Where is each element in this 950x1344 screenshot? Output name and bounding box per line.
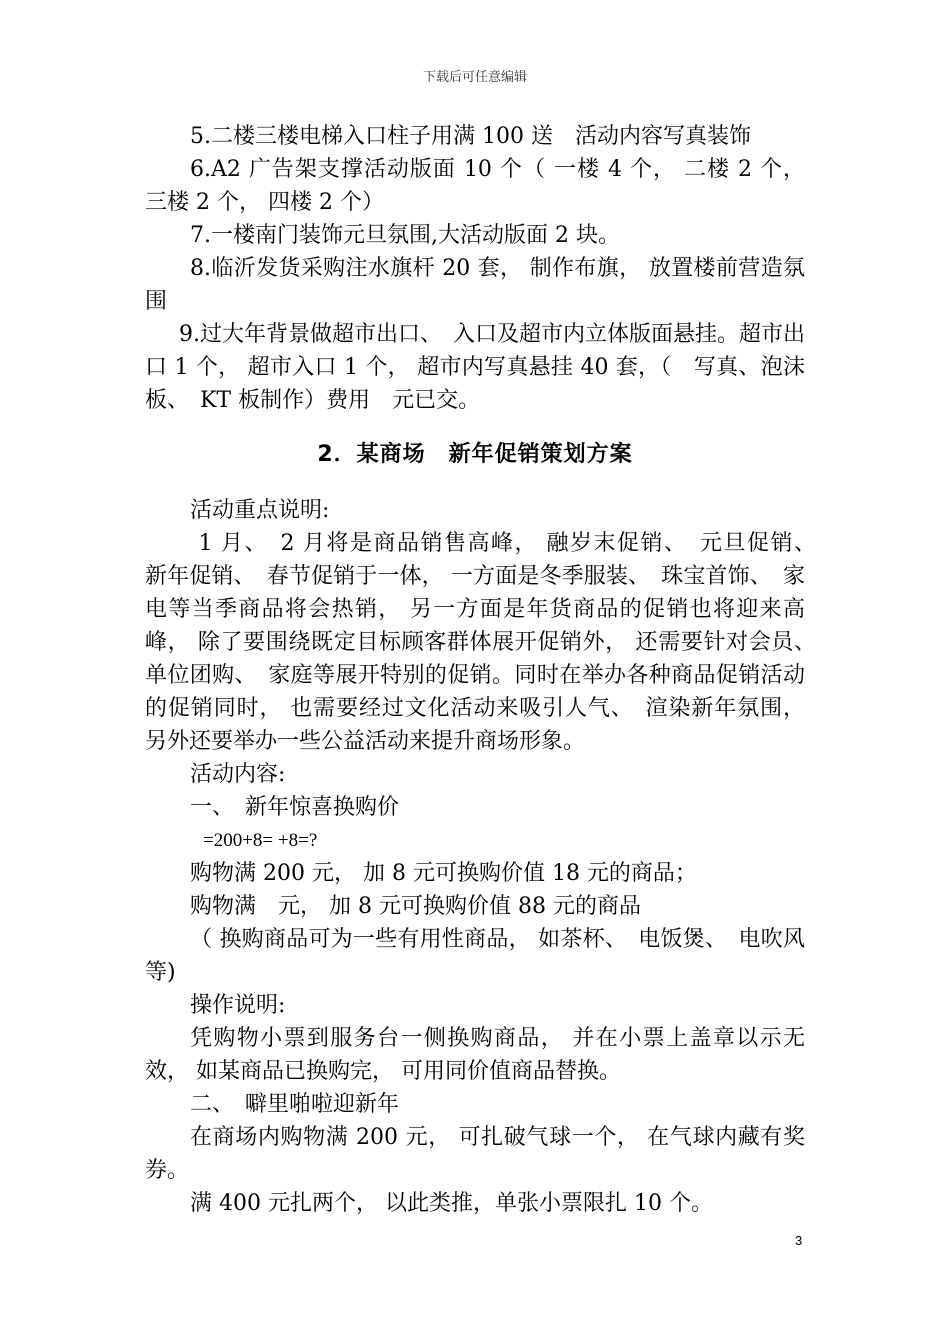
document-body [145, 120, 828, 1220]
list-item: 9.过大年背景做超市出口、 入口及超市内立体版面悬挂。超市出口 1 个， 超市入口 1 个， 超市内写真悬挂 40 套，（ 写真、泡沫板、 KT 板制作）费用 元已交。 [145, 322, 805, 413]
operation-paragraph: 凭购物小票到服务台一侧换购商品， 并在小票上盖章以示无效， 如某商品已换购完， 可用同价值商品替换。 [145, 1026, 805, 1084]
focus-paragraph: 1 月、 2 月将是商品销售高峰， 融岁末促销、 元旦促销、 新年促销、 春节促销于一体， 一方面是冬季服装、 珠宝首饰、 家电等当季商品将会热销， 另一方面是年货商品的促销也将迎来高峰， 除了要围绕既定目标顾客群体展开促销外， 还需要针对会员、 单位团购、 家庭等展开特别的促销。同时在举办各种商品促销活动的促销同时， 也需要经过文化活动来吸引人气、 渲染新年氛围， 另外还要举办一些公益活动来提升商场形象。 [145, 531, 828, 754]
page-number: 3 [795, 1233, 803, 1248]
operation-label: 操作说明: [190, 993, 286, 1018]
note-paragraph: （ 换购商品可为一些有用性商品， 如茶杯、 电饭煲、 电吹风等) [145, 927, 805, 985]
focus-label: 活动重点说明: [190, 498, 330, 523]
formula: =200+8= +8=? [203, 830, 318, 851]
section-title: 2．某商场 新年促销策划方案 [317, 442, 633, 467]
part2-heading: 二、 噼里啪啦迎新年 [190, 1092, 400, 1117]
page-header: 下载后可任意编辑 [422, 70, 527, 85]
list-item: 6.A2 广告架支撑活动版面 10 个（ 一楼 4 个， 二楼 2 个， 三楼 2 个， 四楼 2 个） [145, 157, 812, 215]
list-item: 5.二楼三楼电梯入口柱子用满 100 送 活动内容写真装饰 [190, 124, 751, 149]
part2-rule: 满 400 元扎两个， 以此类推，单张小票限扎 10 个。 [190, 1191, 713, 1216]
rule-1: 购物满 200 元， 加 8 元可换购价值 18 元的商品； [190, 861, 697, 886]
activity-label: 活动内容: [190, 762, 286, 787]
rule-2: 购物满 元， 加 8 元可换购价值 88 元的商品 [190, 894, 641, 919]
list-item: 7.一楼南门装饰元旦氛围,大活动版面 2 块。 [190, 223, 620, 248]
part2-paragraph: 在商场内购物满 200 元， 可扎破气球一个， 在气球内藏有奖券。 [145, 1125, 805, 1183]
part1-heading: 一、 新年惊喜换购价 [190, 795, 400, 820]
list-item: 8.临沂发货采购注水旗杆 20 套， 制作布旗， 放置楼前营造氛围 [145, 256, 805, 314]
